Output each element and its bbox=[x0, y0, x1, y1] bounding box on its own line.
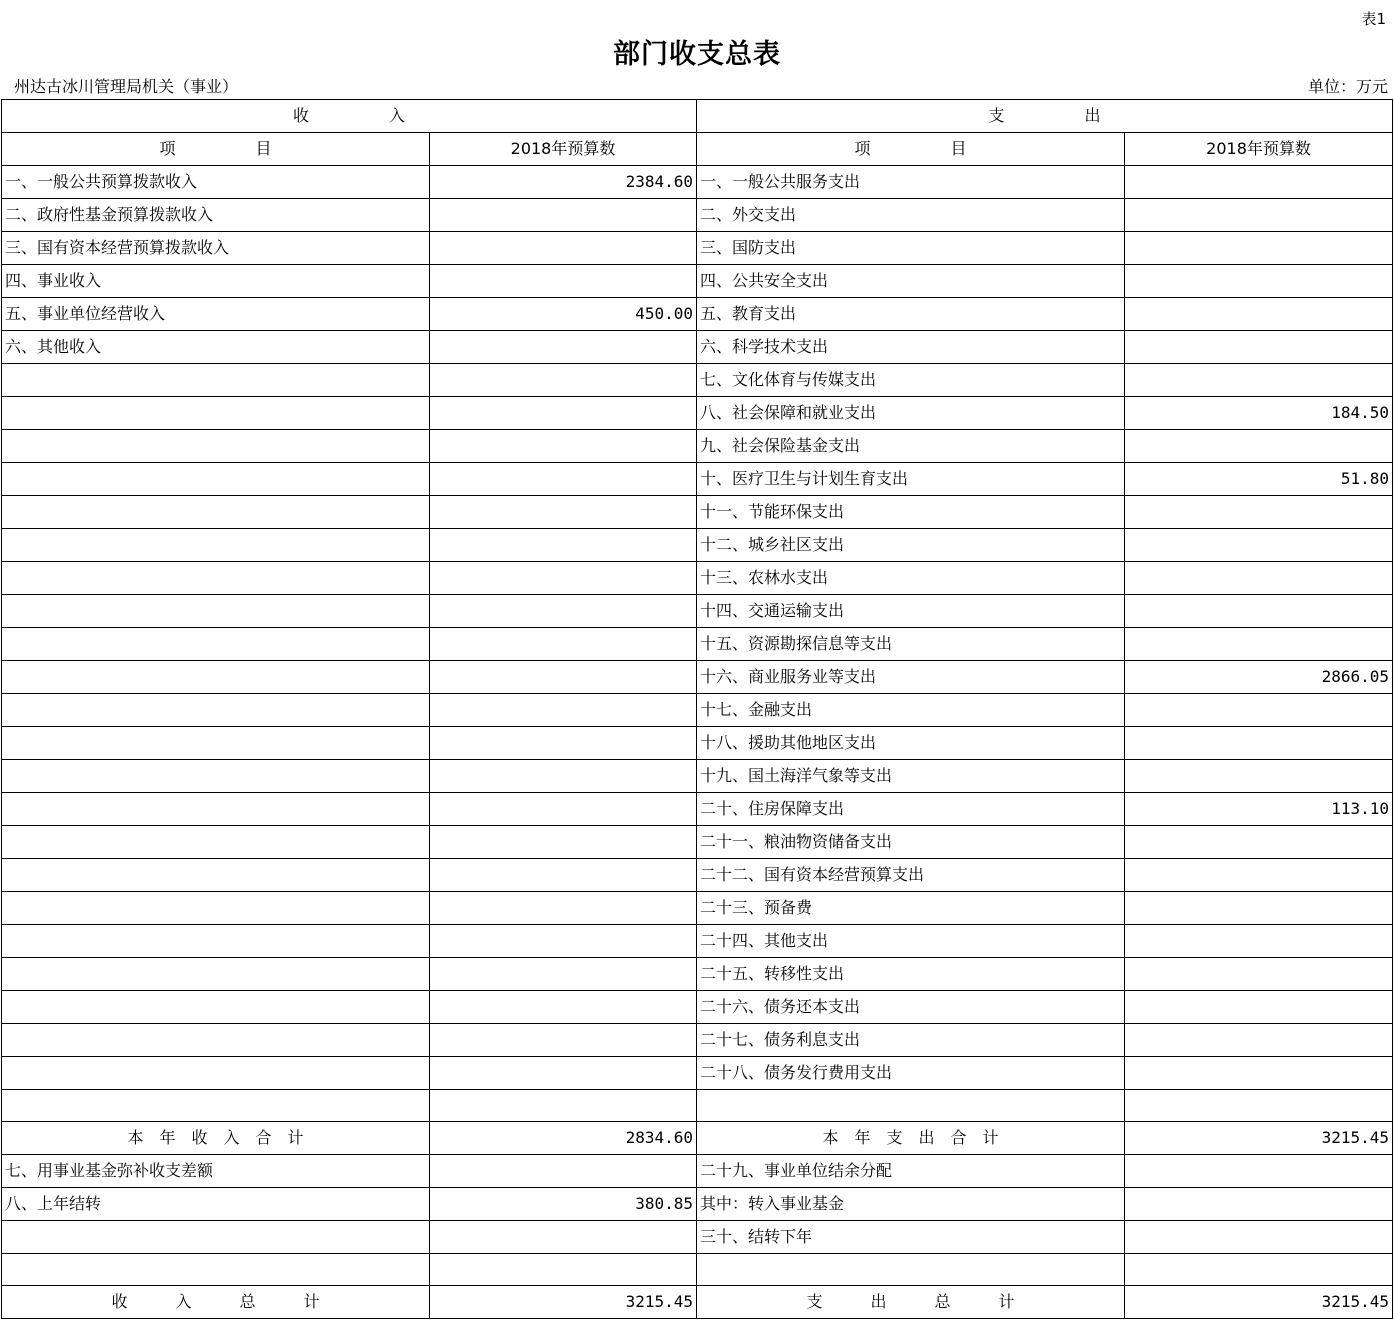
table-row bbox=[2, 1221, 1393, 1254]
income-value bbox=[430, 859, 697, 892]
income-value bbox=[430, 265, 697, 298]
income-item bbox=[2, 562, 430, 595]
table-row bbox=[2, 232, 1393, 265]
table-row bbox=[2, 1254, 1393, 1286]
income-item bbox=[2, 595, 430, 628]
table-row bbox=[2, 991, 1393, 1024]
income-item bbox=[2, 628, 430, 661]
expense-item: 二十七、债务利息支出 bbox=[697, 1024, 1125, 1057]
expense-item bbox=[697, 1254, 1125, 1286]
expense-item: 十九、国土海洋气象等支出 bbox=[697, 760, 1125, 793]
expense-item bbox=[697, 1090, 1125, 1122]
income-item bbox=[2, 925, 430, 958]
income-item bbox=[2, 859, 430, 892]
income-item-column-header: 项 目 bbox=[2, 133, 430, 166]
expense-item: 十一、节能环保支出 bbox=[697, 496, 1125, 529]
income-item bbox=[2, 727, 430, 760]
income-item: 七、用事业基金弥补收支差额 bbox=[2, 1155, 430, 1188]
unit-label: 单位：万元 bbox=[1307, 77, 1388, 96]
expense-value bbox=[1125, 1090, 1393, 1122]
expense-subtotal-value: 3215.45 bbox=[1125, 1122, 1393, 1155]
expense-value bbox=[1125, 496, 1393, 529]
expense-value bbox=[1125, 892, 1393, 925]
income-value bbox=[430, 1254, 697, 1286]
table-row bbox=[2, 265, 1393, 298]
expense-item: 五、教育支出 bbox=[697, 298, 1125, 331]
expense-item: 八、社会保障和就业支出 bbox=[697, 397, 1125, 430]
expense-value bbox=[1125, 628, 1393, 661]
income-value bbox=[430, 826, 697, 859]
expense-value bbox=[1125, 166, 1393, 199]
expense-value bbox=[1125, 199, 1393, 232]
income-item bbox=[2, 1057, 430, 1090]
income-item bbox=[2, 1254, 430, 1286]
expense-budget-column-header: 2018年预算数 bbox=[1125, 133, 1393, 166]
expense-item: 二十八、债务发行费用支出 bbox=[697, 1057, 1125, 1090]
income-value bbox=[430, 199, 697, 232]
expense-value bbox=[1125, 1155, 1393, 1188]
expense-item: 十六、商业服务业等支出 bbox=[697, 661, 1125, 694]
expense-value: 2866.05 bbox=[1125, 661, 1393, 694]
expense-item: 十、医疗卫生与计划生育支出 bbox=[697, 463, 1125, 496]
expense-value bbox=[1125, 331, 1393, 364]
table-row bbox=[2, 1090, 1393, 1122]
income-item bbox=[2, 1221, 430, 1254]
organization-name: 州达古冰川管理局机关（事业） bbox=[14, 77, 239, 96]
expense-item: 二十二、国有资本经营预算支出 bbox=[697, 859, 1125, 892]
table-row bbox=[2, 727, 1393, 760]
income-item bbox=[2, 463, 430, 496]
expense-item: 十三、农林水支出 bbox=[697, 562, 1125, 595]
table-row bbox=[2, 397, 1393, 430]
table-row bbox=[2, 595, 1393, 628]
table-row bbox=[2, 793, 1393, 826]
income-item bbox=[2, 430, 430, 463]
total-row bbox=[2, 1286, 1393, 1319]
income-item: 二、政府性基金预算拨款收入 bbox=[2, 199, 430, 232]
table-row bbox=[2, 628, 1393, 661]
income-item bbox=[2, 1024, 430, 1057]
expense-value bbox=[1125, 1024, 1393, 1057]
income-value: 450.00 bbox=[430, 298, 697, 331]
expense-item: 其中：转入事业基金 bbox=[697, 1188, 1125, 1221]
table-row bbox=[2, 1155, 1393, 1188]
expense-value: 184.50 bbox=[1125, 397, 1393, 430]
income-total-value: 3215.45 bbox=[430, 1286, 697, 1319]
income-value bbox=[430, 529, 697, 562]
income-item bbox=[2, 1090, 430, 1122]
table-row bbox=[2, 331, 1393, 364]
expense-item: 二十五、转移性支出 bbox=[697, 958, 1125, 991]
expense-value bbox=[1125, 529, 1393, 562]
table-row bbox=[2, 562, 1393, 595]
income-value bbox=[430, 1221, 697, 1254]
expense-value bbox=[1125, 1057, 1393, 1090]
expense-value bbox=[1125, 265, 1393, 298]
expense-value: 51.80 bbox=[1125, 463, 1393, 496]
income-value bbox=[430, 331, 697, 364]
income-value bbox=[430, 595, 697, 628]
expense-value bbox=[1125, 562, 1393, 595]
expense-item: 六、科学技术支出 bbox=[697, 331, 1125, 364]
expense-value bbox=[1125, 826, 1393, 859]
expense-item: 二十四、其他支出 bbox=[697, 925, 1125, 958]
expense-item: 二十、住房保障支出 bbox=[697, 793, 1125, 826]
income-value bbox=[430, 463, 697, 496]
table-row bbox=[2, 199, 1393, 232]
table-row bbox=[2, 859, 1393, 892]
income-item bbox=[2, 760, 430, 793]
income-item: 一、一般公共预算拨款收入 bbox=[2, 166, 430, 199]
expense-value bbox=[1125, 298, 1393, 331]
expense-item-column-header: 项 目 bbox=[697, 133, 1125, 166]
income-value bbox=[430, 793, 697, 826]
income-value bbox=[430, 892, 697, 925]
income-item bbox=[2, 991, 430, 1024]
column-header-row bbox=[2, 133, 1393, 166]
income-item bbox=[2, 793, 430, 826]
income-item bbox=[2, 694, 430, 727]
page-title: 部门收支总表 bbox=[613, 39, 781, 70]
table-row bbox=[2, 661, 1393, 694]
expense-value bbox=[1125, 991, 1393, 1024]
section-header-row bbox=[2, 100, 1393, 133]
income-value bbox=[430, 661, 697, 694]
income-item bbox=[2, 892, 430, 925]
expense-item: 二十九、事业单位结余分配 bbox=[697, 1155, 1125, 1188]
expense-value bbox=[1125, 430, 1393, 463]
table-row bbox=[2, 496, 1393, 529]
expense-value bbox=[1125, 1254, 1393, 1286]
table-row bbox=[2, 529, 1393, 562]
income-item bbox=[2, 529, 430, 562]
expense-item: 九、社会保险基金支出 bbox=[697, 430, 1125, 463]
expense-item: 四、公共安全支出 bbox=[697, 265, 1125, 298]
table-row bbox=[2, 1057, 1393, 1090]
expense-value bbox=[1125, 595, 1393, 628]
income-heading: 收 入 bbox=[2, 100, 697, 133]
income-value bbox=[430, 760, 697, 793]
subtotal-row bbox=[2, 1122, 1393, 1155]
income-value bbox=[430, 628, 697, 661]
income-value bbox=[430, 1024, 697, 1057]
income-value bbox=[430, 925, 697, 958]
income-item bbox=[2, 826, 430, 859]
expense-total-value: 3215.45 bbox=[1125, 1286, 1393, 1319]
expense-item: 十四、交通运输支出 bbox=[697, 595, 1125, 628]
income-value bbox=[430, 430, 697, 463]
expense-item: 二十六、债务还本支出 bbox=[697, 991, 1125, 1024]
expense-value bbox=[1125, 925, 1393, 958]
expense-item: 一、一般公共服务支出 bbox=[697, 166, 1125, 199]
table-row bbox=[2, 694, 1393, 727]
expense-value bbox=[1125, 364, 1393, 397]
expense-value bbox=[1125, 859, 1393, 892]
expense-value bbox=[1125, 694, 1393, 727]
table-row bbox=[2, 430, 1393, 463]
expense-value bbox=[1125, 232, 1393, 265]
income-value: 2384.60 bbox=[430, 166, 697, 199]
table-row bbox=[2, 826, 1393, 859]
income-value bbox=[430, 562, 697, 595]
income-value bbox=[430, 397, 697, 430]
income-subtotal-label: 本 年 收 入 合 计 bbox=[2, 1122, 430, 1155]
income-item: 五、事业单位经营收入 bbox=[2, 298, 430, 331]
table-row bbox=[2, 760, 1393, 793]
table-row bbox=[2, 958, 1393, 991]
income-value bbox=[430, 1090, 697, 1122]
expense-heading: 支 出 bbox=[697, 100, 1393, 133]
expense-value bbox=[1125, 1221, 1393, 1254]
income-item bbox=[2, 661, 430, 694]
income-value bbox=[430, 991, 697, 1024]
income-item bbox=[2, 364, 430, 397]
income-value bbox=[430, 1155, 697, 1188]
table-row bbox=[2, 463, 1393, 496]
income-item: 八、上年结转 bbox=[2, 1188, 430, 1221]
expense-item: 二、外交支出 bbox=[697, 199, 1125, 232]
expense-total-label: 支 出 总 计 bbox=[697, 1286, 1125, 1319]
expense-item: 十七、金融支出 bbox=[697, 694, 1125, 727]
income-item bbox=[2, 397, 430, 430]
expense-item: 十二、城乡社区支出 bbox=[697, 529, 1125, 562]
expense-item: 十五、资源勘探信息等支出 bbox=[697, 628, 1125, 661]
expense-value bbox=[1125, 958, 1393, 991]
income-item: 六、其他收入 bbox=[2, 331, 430, 364]
income-value bbox=[430, 727, 697, 760]
income-value bbox=[430, 364, 697, 397]
table-row bbox=[2, 892, 1393, 925]
income-total-label: 收 入 总 计 bbox=[2, 1286, 430, 1319]
expense-item: 二十一、粮油物资储备支出 bbox=[697, 826, 1125, 859]
table-number: 表1 bbox=[1361, 10, 1386, 28]
income-budget-column-header: 2018年预算数 bbox=[430, 133, 697, 166]
expense-value bbox=[1125, 727, 1393, 760]
income-value bbox=[430, 232, 697, 265]
income-value bbox=[430, 1057, 697, 1090]
table-row bbox=[2, 166, 1393, 199]
expense-item: 三十、结转下年 bbox=[697, 1221, 1125, 1254]
expense-subtotal-label: 本 年 支 出 合 计 bbox=[697, 1122, 1125, 1155]
table-row bbox=[2, 1024, 1393, 1057]
table-row bbox=[2, 925, 1393, 958]
expense-item: 二十三、预备费 bbox=[697, 892, 1125, 925]
income-value bbox=[430, 496, 697, 529]
income-item bbox=[2, 496, 430, 529]
income-item: 四、事业收入 bbox=[2, 265, 430, 298]
table-row bbox=[2, 1188, 1393, 1221]
expense-item: 三、国防支出 bbox=[697, 232, 1125, 265]
income-value bbox=[430, 694, 697, 727]
budget-table bbox=[1, 99, 1393, 1319]
table-row bbox=[2, 298, 1393, 331]
income-item bbox=[2, 958, 430, 991]
income-value: 380.85 bbox=[430, 1188, 697, 1221]
expense-value: 113.10 bbox=[1125, 793, 1393, 826]
expense-value bbox=[1125, 1188, 1393, 1221]
expense-value bbox=[1125, 760, 1393, 793]
income-value bbox=[430, 958, 697, 991]
income-item: 三、国有资本经营预算拨款收入 bbox=[2, 232, 430, 265]
income-subtotal-value: 2834.60 bbox=[430, 1122, 697, 1155]
expense-item: 十八、援助其他地区支出 bbox=[697, 727, 1125, 760]
expense-item: 七、文化体育与传媒支出 bbox=[697, 364, 1125, 397]
table-row bbox=[2, 364, 1393, 397]
